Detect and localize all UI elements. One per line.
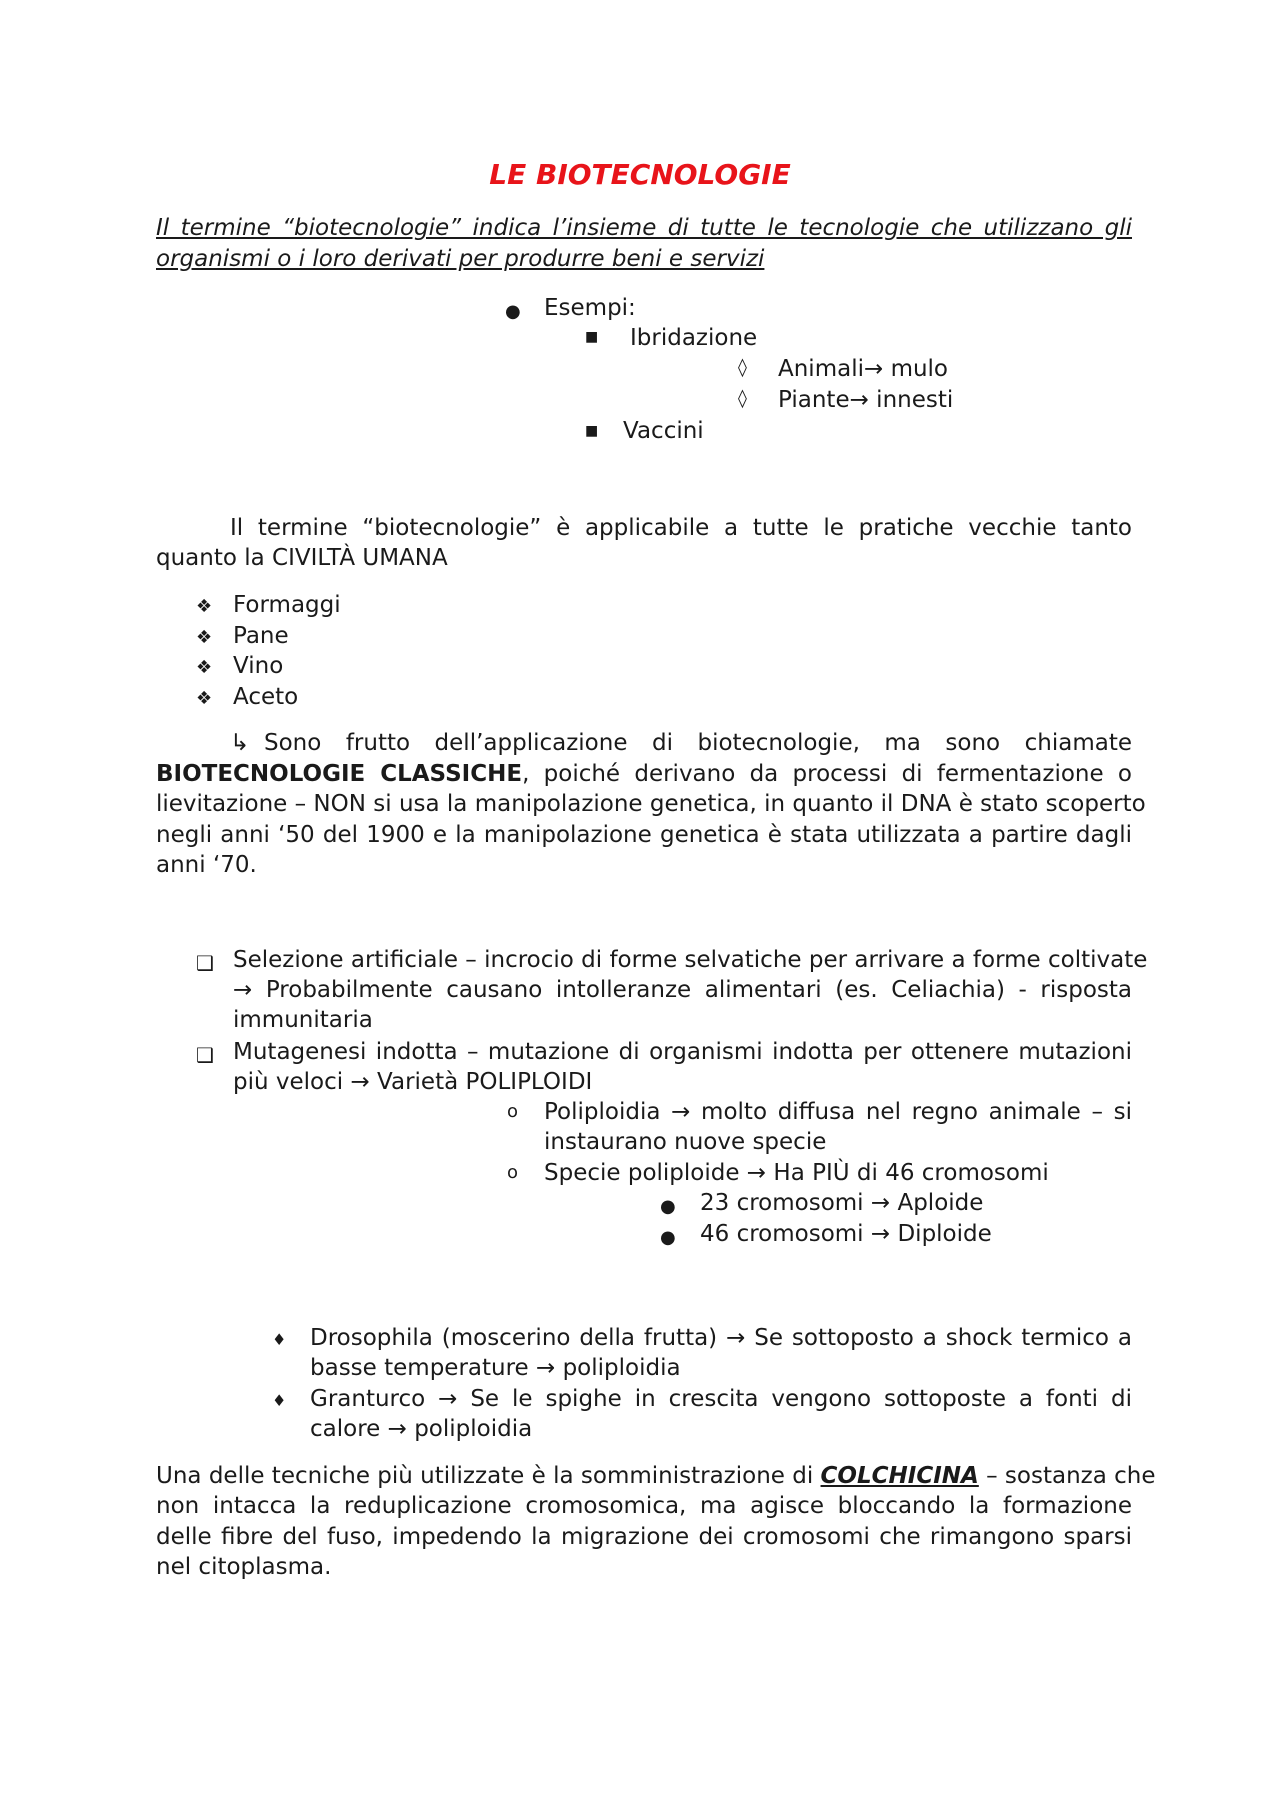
selezione-line-1: Selezione artificiale – incrocio di forme selvatiche per arrivare a forme coltivate (233, 947, 1148, 973)
diamond-bullet-icon: ◊ (738, 357, 747, 378)
food-item: Aceto (233, 684, 299, 710)
bullet-icon: ● (660, 1227, 676, 1248)
colchicina-line-1-post: – sostanza che (978, 1463, 1156, 1489)
colchicina-line-3: delle fibre del fuso, impedendo la migrazione dei cromosomi che rimangono sparsi (156, 1524, 1132, 1550)
square-bullet-icon: ■ (585, 423, 599, 439)
diamond-bullet-icon: ♦ (272, 1330, 287, 1349)
para2-line-1: Il termine “biotecnologie” è applicabile a tutte le pratiche vecchie tanto (230, 515, 1132, 541)
granturco-line-2: calore → poliploidia (310, 1416, 533, 1442)
return-arrow-icon: ↳ (230, 730, 250, 756)
colchicina-line-1 (156, 1463, 1156, 1489)
colchicina-line-4: nel citoplasma. (156, 1554, 332, 1580)
square-bullet-icon: ■ (585, 329, 599, 345)
granturco-line-1: Granturco → Se le spighe in crescita vengono sottoposte a fonti di (310, 1386, 1132, 1412)
para2-line-2: quanto la CIVILTÀ UMANA (156, 545, 448, 571)
food-item: Vino (233, 653, 284, 679)
diamond-bullet-icon: ◊ (738, 388, 747, 409)
checkbox-icon: ❑ (196, 1043, 214, 1067)
mutagenesi-line-2: più veloci → Varietà POLIPLOIDI (233, 1069, 593, 1095)
diamond-cluster-icon: ❖ (196, 596, 213, 617)
classic-line-2-rest: , poiché derivano da processi di fermentazione o (522, 761, 1132, 787)
selezione-line-2: → Probabilmente causano intolleranze alimentari (es. Celiachia) - risposta (233, 977, 1132, 1003)
bullet-icon: ● (505, 301, 521, 322)
example-ibridazione: Ibridazione (630, 325, 758, 351)
classic-line-4: negli anni ‘50 del 1900 e la manipolazione genetica è stata utilizzata a partire dagli (156, 822, 1132, 848)
examples-heading: Esempi: (544, 295, 636, 321)
intro-line-2: organismi o i loro derivati per produrre beni e servizi (156, 246, 765, 272)
diamond-cluster-icon: ❖ (196, 627, 213, 648)
classic-line-3: lievitazione – NON si usa la manipolazione genetica, in quanto il DNA è stato scoperto (156, 791, 1146, 817)
example-piante: Piante→ innesti (778, 387, 954, 413)
page-title: LE BIOTECNOLOGIE (489, 158, 791, 191)
bullet-icon: ● (660, 1196, 676, 1217)
example-vaccini: Vaccini (623, 418, 704, 444)
selezione-line-3: immunitaria (233, 1007, 373, 1033)
classic-line-2 (156, 761, 1132, 787)
diamond-bullet-icon: ♦ (272, 1391, 287, 1410)
diploide-item: 46 cromosomi → Diploide (700, 1221, 992, 1247)
example-animali: Animali→ mulo (778, 356, 949, 382)
colchicina-line-2: non intacca la reduplicazione cromosomica, ma agisce bloccando la formazione (156, 1493, 1132, 1519)
drosophila-line-2: basse temperature → poliploidia (310, 1355, 681, 1381)
intro-line-1: Il termine “biotecnologie” indica l’insieme di tutte le tecnologie che utilizzano gli (156, 215, 1132, 241)
mutagenesi-line-1: Mutagenesi indotta – mutazione di organismi indotta per ottenere mutazioni (233, 1039, 1132, 1065)
biotecnologie-classiche-term: BIOTECNOLOGIE CLASSICHE (156, 761, 523, 787)
classic-line-5: anni ‘70. (156, 852, 257, 878)
specie-poliploide: Specie poliploide → Ha PIÙ di 46 cromosomi (544, 1160, 1049, 1186)
aploide-item: 23 cromosomi → Aploide (700, 1190, 984, 1216)
poliploidia-line-2: instaurano nuove specie (544, 1129, 827, 1155)
food-item: Pane (233, 623, 289, 649)
colchicina-line-1-pre: Una delle tecniche più utilizzate è la somministrazione di (156, 1463, 821, 1489)
diamond-cluster-icon: ❖ (196, 657, 213, 678)
circle-bullet-icon: o (507, 1101, 519, 1122)
checkbox-icon: ❑ (196, 951, 214, 975)
poliploidia-line-1: Poliploidia → molto diffusa nel regno animale – si (544, 1099, 1132, 1125)
circle-bullet-icon: o (507, 1162, 519, 1183)
colchicina-term: COLCHICINA (820, 1463, 979, 1489)
diamond-cluster-icon: ❖ (196, 688, 213, 709)
food-item: Formaggi (233, 592, 341, 618)
drosophila-line-1: Drosophila (moscerino della frutta) → Se sottoposto a shock termico a (310, 1325, 1132, 1351)
classic-line-1: Sono frutto dell’applicazione di biotecnologie, ma sono chiamate (264, 730, 1132, 756)
